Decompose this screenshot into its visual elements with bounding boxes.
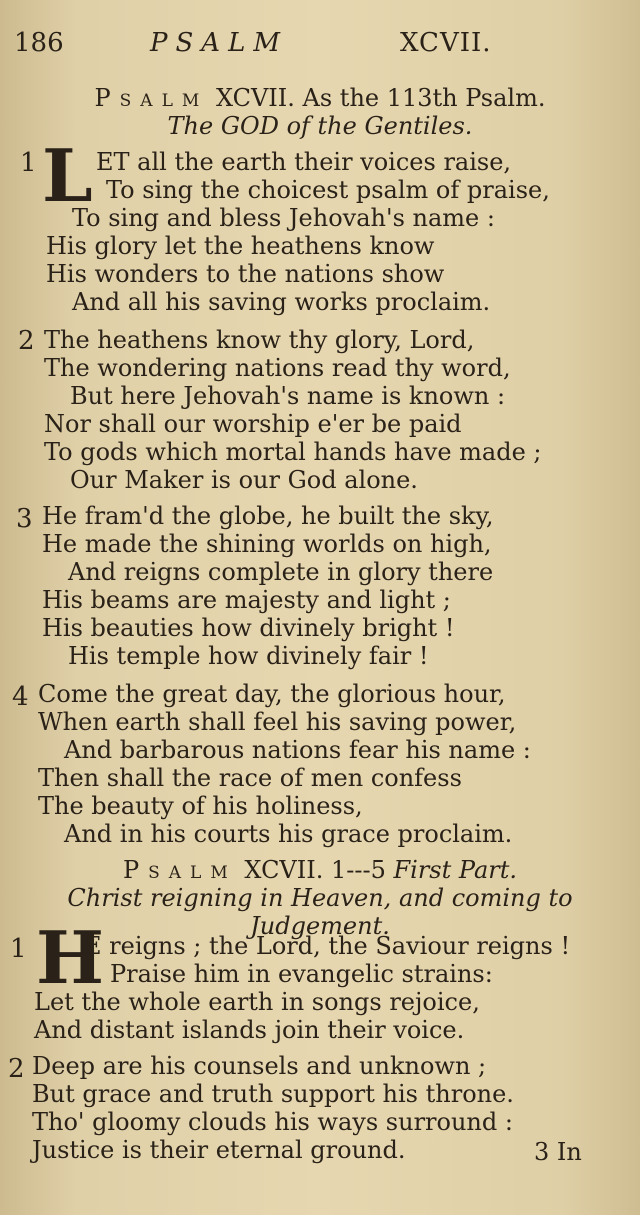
verse-line: Then shall the race of men confess <box>38 764 462 792</box>
verse-line: The beauty of his holiness, <box>38 792 363 820</box>
stanza-number: 3 <box>16 504 33 534</box>
running-number: XCVII. <box>400 28 492 58</box>
stanza-number: 4 <box>12 682 29 712</box>
psalm-heading-rest: XCVII. As the 113th Psalm. <box>215 84 546 112</box>
drop-cap: L <box>42 133 93 218</box>
catchword: 3 In <box>534 1138 582 1166</box>
verse-line: Justice is their eternal ground. <box>32 1136 406 1164</box>
verse-line: Praise him in evangelic strains: <box>110 960 493 988</box>
stanza-number: 1 <box>20 148 37 178</box>
verse-line: Nor shall our worship e'er be paid <box>44 410 462 438</box>
verse-line: To sing the choicest psalm of praise, <box>106 176 550 204</box>
verse-line: And distant islands join their voice. <box>34 1016 465 1044</box>
stanza-number: 2 <box>8 1054 25 1084</box>
verse-line: ET all the earth their voices raise, <box>96 148 512 176</box>
verse-line: And in his courts his grace proclaim. <box>64 820 513 848</box>
psalm-heading-word: Psalm <box>122 856 237 884</box>
verse-line: His beams are majesty and light ; <box>42 586 451 614</box>
psalm-heading <box>0 856 640 884</box>
verse-line: But grace and truth support his throne. <box>32 1080 514 1108</box>
page-number: 186 <box>14 28 64 58</box>
verse-line: And reigns complete in glory there <box>68 558 494 586</box>
verse-line: He made the shining worlds on high, <box>42 530 492 558</box>
running-title: PSALM <box>150 28 288 58</box>
verse-line: The heathens know thy glory, Lord, <box>44 326 475 354</box>
verse-line: When earth shall feel his saving power, <box>38 708 517 736</box>
stanza-number: 2 <box>18 326 35 356</box>
verse-line: He fram'd the globe, he built the sky, <box>42 502 494 530</box>
verse-line: Tho' gloomy clouds his ways surround : <box>32 1108 513 1136</box>
verse-line: Come the great day, the glorious hour, <box>38 680 506 708</box>
psalm-subtitle: The GOD of the Gentiles. <box>167 112 473 140</box>
verse-line: Deep are his counsels and unknown ; <box>32 1052 487 1080</box>
verse-line: His beauties how divinely bright ! <box>42 614 455 642</box>
psalm-subtitle: Christ reigning in Heaven, and coming to Judgement. <box>67 884 573 940</box>
page-header <box>0 28 640 68</box>
verse-line: The wondering nations read thy word, <box>44 354 511 382</box>
verse-line: Our Maker is our God alone. <box>70 466 418 494</box>
psalm-heading-rest: XCVII. 1---5 <box>244 856 386 884</box>
verse-line: But here Jehovah's name is known : <box>70 382 506 410</box>
verse-line: To gods which mortal hands have made ; <box>44 438 542 466</box>
drop-cap: H <box>36 915 105 1000</box>
verse-line: His wonders to the nations show <box>46 260 445 288</box>
verse-line: His glory let the heathens know <box>46 232 435 260</box>
verse-line: To sing and bless Jehovah's name : <box>72 204 495 232</box>
verse-line: And all his saving works proclaim. <box>72 288 491 316</box>
verse-line: Let the whole earth in songs rejoice, <box>34 988 480 1016</box>
verse-line: His temple how divinely fair ! <box>68 642 429 670</box>
verse-line: E reigns ; the Lord, the Saviour reigns ! <box>84 932 571 960</box>
verse-line: And barbarous nations fear his name : <box>64 736 531 764</box>
stanza-number: 1 <box>10 934 27 964</box>
psalm-heading-word: Psalm <box>94 84 209 112</box>
psalm-heading-part: First Part. <box>393 856 518 884</box>
psalm-heading <box>0 84 640 112</box>
